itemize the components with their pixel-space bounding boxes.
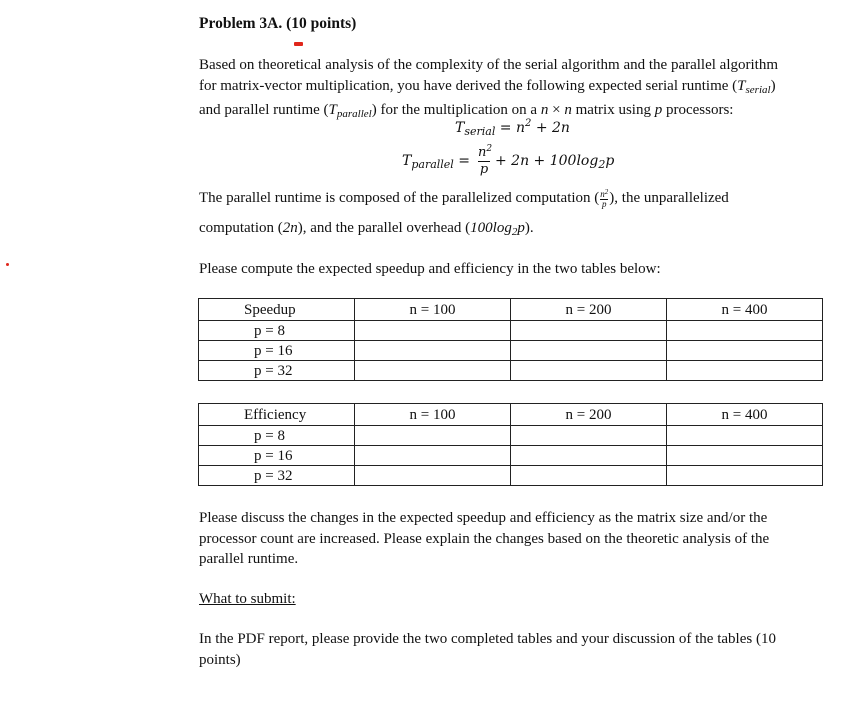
column-header: n = 200: [511, 404, 667, 426]
table-cell[interactable]: [667, 426, 823, 446]
table-cell[interactable]: [667, 446, 823, 466]
efficiency-table: [198, 403, 823, 486]
table-cell[interactable]: [667, 361, 823, 381]
column-header: n = 400: [667, 404, 823, 426]
table-cell[interactable]: [511, 446, 667, 466]
table-header-row: [199, 299, 823, 321]
table-cell[interactable]: [667, 341, 823, 361]
discussion-paragraph: [199, 508, 829, 570]
row-header: p = 8: [199, 426, 355, 446]
row-header: p = 32: [199, 466, 355, 486]
intro-paragraph: [199, 55, 829, 125]
intro-line-3: and parallel runtime $(T_{parallel})$ for the multiplication on a n × n matrix using p processors:: [199, 102, 734, 120]
intro-line-1: Based on theoretical analysis of the complexity of the serial algorithm and the parallel algorithm: [199, 57, 778, 73]
table-cell[interactable]: [355, 321, 511, 341]
column-header: n = 200: [511, 299, 667, 321]
table-cell[interactable]: [511, 361, 667, 381]
discussion-line-1: Please discuss the changes in the expected speedup and efficiency as the matrix size and/or the: [199, 510, 768, 526]
column-header: n = 100: [355, 299, 511, 321]
table-cell[interactable]: [511, 466, 667, 486]
table-cell[interactable]: [511, 426, 667, 446]
table-cell[interactable]: [355, 426, 511, 446]
table-cell[interactable]: [511, 321, 667, 341]
table-cell[interactable]: [511, 341, 667, 361]
speedup-corner: Speedup: [199, 299, 355, 321]
table-cell[interactable]: [355, 466, 511, 486]
column-header: n = 100: [355, 404, 511, 426]
table-header-row: [199, 404, 823, 426]
table-cell[interactable]: [355, 341, 511, 361]
submit-paragraph: [199, 629, 829, 670]
composition-line-1: The parallel runtime is composed of the parallelized computation $(\frac{n^2}{p})$, the unparallelized: [199, 188, 729, 210]
discussion-line-3: parallel runtime.: [199, 551, 299, 567]
table-row: [199, 341, 823, 361]
column-header: n = 400: [667, 299, 823, 321]
table-cell[interactable]: [667, 466, 823, 486]
speedup-table: [198, 298, 823, 381]
discussion-line-2: processor count are increased. Please explain the changes based on the theoretic analysis of the: [199, 530, 770, 547]
table-cell[interactable]: [667, 321, 823, 341]
table-row: [199, 466, 823, 486]
intro-line-2: for matrix-vector multiplication, you have derived the following expected serial runtime $(T_{serial})$: [199, 77, 776, 96]
table-row: [199, 426, 823, 446]
table-cell[interactable]: [355, 361, 511, 381]
submit-line-1: In the PDF report, please provide the two completed tables and your discussion of the tables (10: [199, 631, 776, 647]
parallel-formula-lhs: $T_{parallel}$ =: [402, 153, 471, 171]
row-header: p = 16: [199, 341, 355, 361]
row-header: p = 16: [199, 446, 355, 466]
margin-dot: [6, 263, 9, 266]
parallel-fraction: $n^2$ p: [478, 144, 493, 177]
submit-line-2: points): [199, 651, 241, 668]
serial-formula: $T_{serial} = n^2 + 2n$: [455, 118, 570, 138]
parallel-formula-rhs: + $2n + 100\log_2p$: [495, 153, 615, 171]
submit-heading: What to submit:: [199, 591, 296, 607]
composition-line-2: computation (2n), and the parallel overhead $(100\log_2p)$.: [199, 220, 534, 238]
efficiency-corner: Efficiency: [199, 404, 355, 426]
row-header: p = 8: [199, 321, 355, 341]
instruction-text: Please compute the expected speedup and efficiency in the two tables below:: [199, 261, 661, 277]
row-header: p = 32: [199, 361, 355, 381]
problem-title: Problem 3A. (10 points): [199, 15, 357, 32]
mini-fraction: $\frac{n^2}{p}$: [600, 188, 609, 210]
table-row: [199, 321, 823, 341]
table-cell[interactable]: [355, 446, 511, 466]
red-mark: [294, 42, 303, 46]
table-row: [199, 361, 823, 381]
table-row: [199, 446, 823, 466]
